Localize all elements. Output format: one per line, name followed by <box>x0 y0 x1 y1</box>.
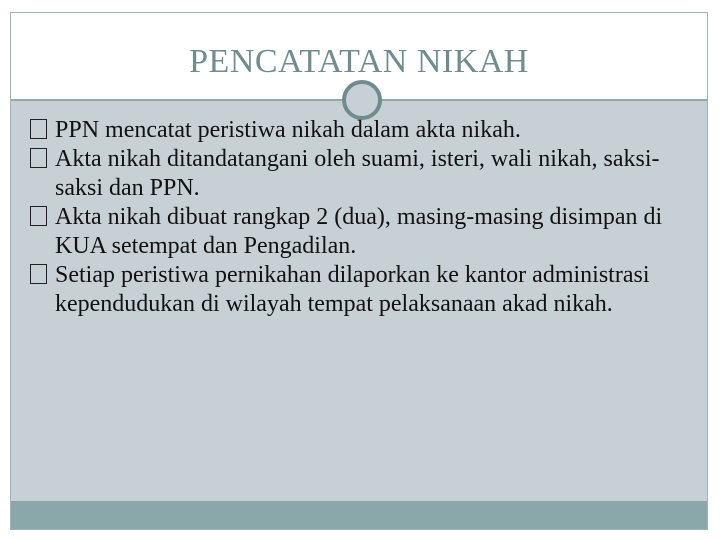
square-bullet-icon <box>30 148 47 168</box>
bullet-item <box>30 145 700 203</box>
square-bullet-icon <box>30 206 47 226</box>
bullet-item <box>30 116 700 145</box>
bullet-item <box>30 203 700 261</box>
bullet-text: Akta nikah ditandatangani oleh suami, isteri, wali nikah, saksi-saksi dan PPN. <box>55 146 660 201</box>
bullet-text: PPN mencatat peristiwa nikah dalam akta nikah. <box>55 117 521 143</box>
slide-title: PENCATATAN NIKAH <box>189 43 529 80</box>
bullet-list <box>30 116 700 319</box>
square-bullet-icon <box>30 264 47 284</box>
bullet-text: Akta nikah dibuat rangkap 2 (dua), masing-masing disimpan di KUA setempat dan Pengadilan. <box>55 204 663 259</box>
square-bullet-icon <box>30 119 47 139</box>
bullet-item <box>30 261 700 319</box>
circle-ornament-icon <box>342 80 382 120</box>
bullet-text: Setiap peristiwa pernikahan dilaporkan ke kantor administrasi kependudukan di wilayah tempat pelaksanaan akad nikah. <box>55 262 650 317</box>
footer-bar <box>11 501 707 529</box>
